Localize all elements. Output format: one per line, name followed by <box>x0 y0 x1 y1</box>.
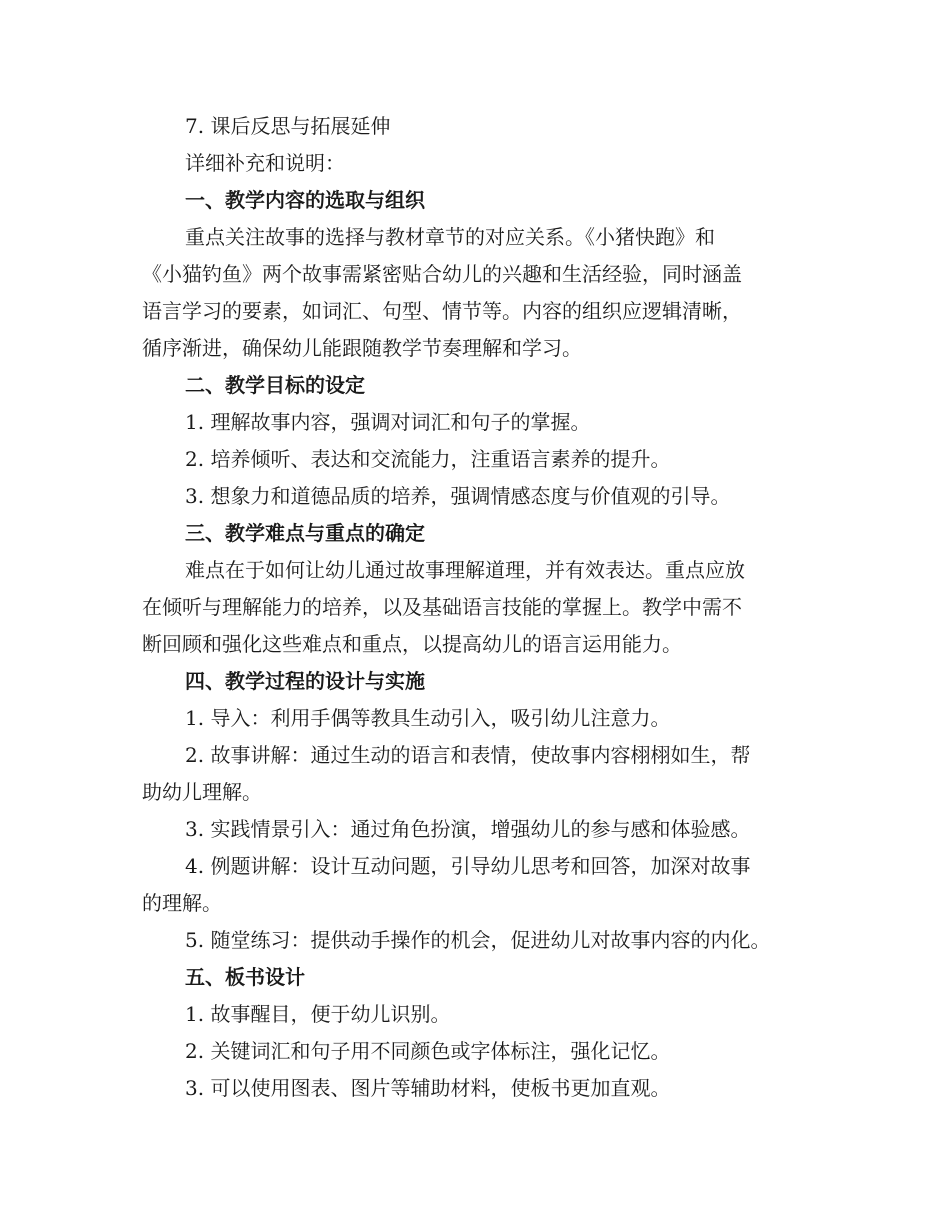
section-heading-1: 一、教学内容的选取与组织 <box>185 188 425 212</box>
paragraph-line: 断回顾和强化这些难点和重点，以提高幼儿的语言运用能力。 <box>142 632 682 656</box>
section-heading-2: 二、教学目标的设定 <box>185 373 365 397</box>
list-item-continuation: 助幼儿理解。 <box>142 780 262 804</box>
section-heading-5: 五、板书设计 <box>185 965 305 989</box>
list-item: 2. 关键词汇和句子用不同颜色或字体标注，强化记忆。 <box>185 1039 671 1063</box>
list-item: 5. 随堂练习：提供动手操作的机会，促进幼儿对故事内容的内化。 <box>185 928 771 952</box>
supplement-intro: 详细补充和说明： <box>185 151 345 175</box>
section-heading-3: 三、教学难点与重点的确定 <box>185 521 425 545</box>
list-item: 3. 实践情景引入：通过角色扮演，增强幼儿的参与感和体验感。 <box>185 817 751 841</box>
list-item: 3. 想象力和道德品质的培养，强调情感态度与价值观的引导。 <box>185 484 731 508</box>
list-item: 2. 培养倾听、表达和交流能力，注重语言素养的提升。 <box>185 447 671 471</box>
paragraph-line: 重点关注故事的选择与教材章节的对应关系。《小猪快跑》和 <box>185 225 715 249</box>
section-heading-4: 四、教学过程的设计与实施 <box>185 669 425 693</box>
paragraph-line: 循序渐进，确保幼儿能跟随教学节奏理解和学习。 <box>142 336 582 360</box>
list-item: 1. 理解故事内容，强调对词汇和句子的掌握。 <box>185 410 591 434</box>
paragraph-line: 难点在于如何让幼儿通过故事理解道理，并有效表达。重点应放 <box>185 558 745 582</box>
paragraph-line: 《小猫钓鱼》两个故事需紧密贴合幼儿的兴趣和生活经验，同时涵盖 <box>142 262 742 286</box>
list-item-7: 7. 课后反思与拓展延伸 <box>185 114 391 138</box>
paragraph-line: 语言学习的要素，如词汇、句型、情节等。内容的组织应逻辑清晰， <box>142 299 742 323</box>
list-item: 3. 可以使用图表、图片等辅助材料，使板书更加直观。 <box>185 1076 671 1100</box>
list-item: 1. 故事醒目，便于幼儿识别。 <box>185 1002 451 1026</box>
paragraph-line: 在倾听与理解能力的培养，以及基础语言技能的掌握上。教学中需不 <box>142 595 742 619</box>
list-item: 4. 例题讲解：设计互动问题，引导幼儿思考和回答，加深对故事 <box>185 854 751 878</box>
list-item: 2. 故事讲解：通过生动的语言和表情，使故事内容栩栩如生，帮 <box>185 743 751 767</box>
list-item: 1. 导入：利用手偶等教具生动引入，吸引幼儿注意力。 <box>185 706 671 730</box>
list-item-continuation: 的理解。 <box>142 891 222 915</box>
